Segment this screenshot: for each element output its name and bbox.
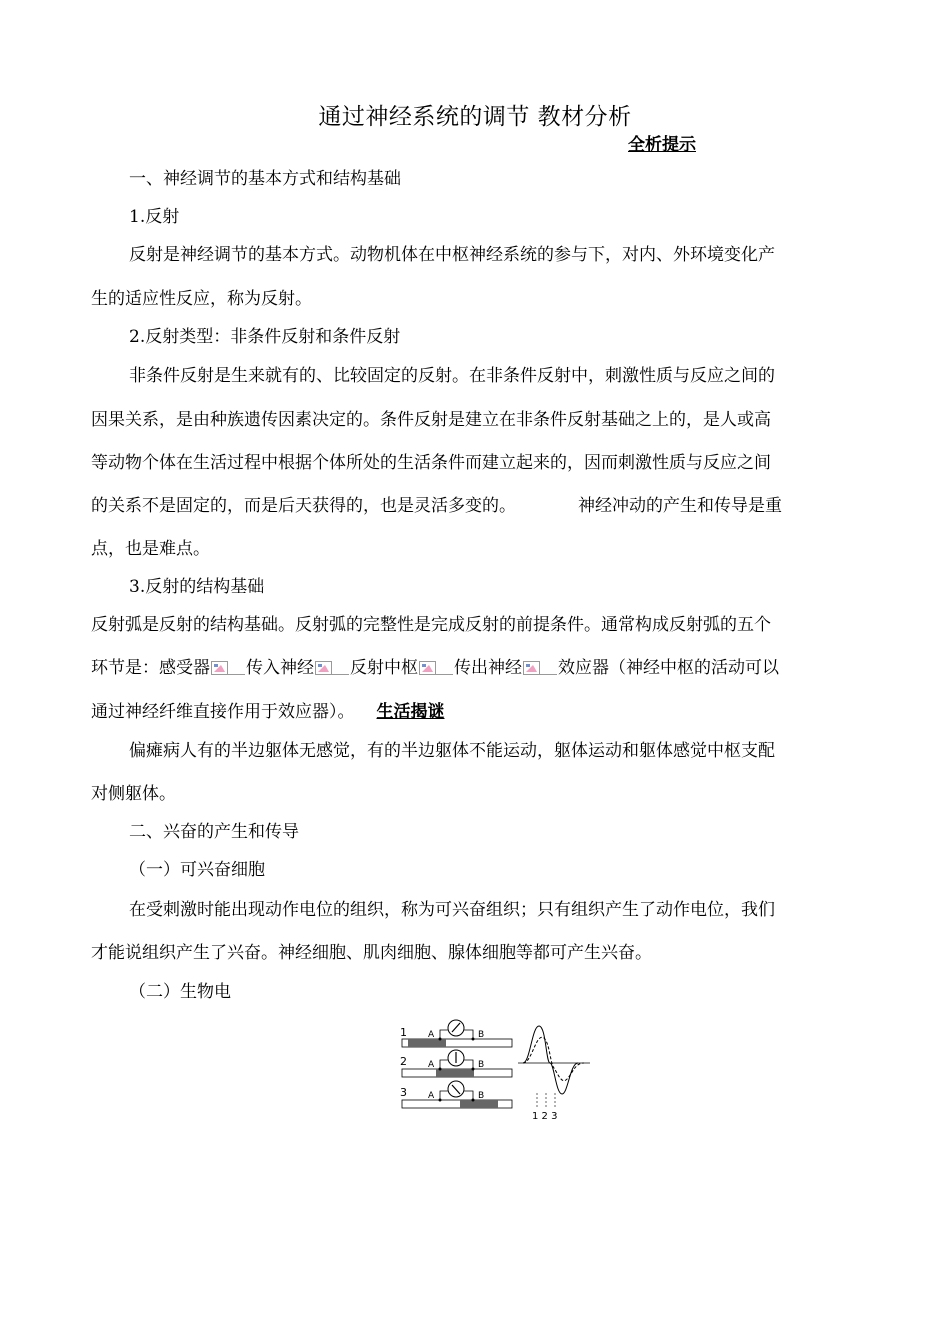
nerve-row-1 [400, 1020, 512, 1047]
sub1-heading: （一）可兴奋细胞 [129, 860, 265, 880]
nerve-row-3 [400, 1081, 512, 1108]
item2-heading: 2.反射类型：非条件反射和条件反射 [129, 327, 401, 347]
action-potential-traces [518, 1026, 590, 1122]
bioelectric-figure [398, 1018, 598, 1126]
arc-receptor: 环节是：感受器 [91, 658, 210, 678]
arc-center: 反射中枢 [350, 658, 418, 678]
broken-image-icon [211, 661, 245, 675]
item1-heading: 1.反射 [129, 207, 180, 227]
item3-paragraph-line1: 反射弧是反射的结构基础。反射弧的完整性是完成反射的前提条件。通常构成反射弧的五个 [91, 615, 771, 635]
item2-paragraph-line4-b: 神经冲动的产生和传导是重 [578, 496, 782, 516]
item1-paragraph-line2: 生的适应性反应，称为反射。 [91, 289, 312, 309]
electrode-a-label: A [428, 1060, 435, 1070]
tag-life: 生活揭谜 [376, 702, 445, 722]
item1-paragraph-line1: 反射是神经调节的基本方式。动物机体在中枢神经系统的参与下，对内、外环境变化产 [129, 245, 775, 265]
item2-paragraph-line2: 因果关系，是由种族遗传因素决定的。条件反射是建立在非条件反射基础之上的，是人或高 [91, 410, 771, 430]
electrode-b-label: B [478, 1091, 485, 1101]
section1-heading: 一、神经调节的基本方式和结构基础 [129, 169, 401, 189]
item3-paragraph-line3-text: 通过神经纤维直接作用于效应器）。 [91, 702, 355, 722]
electrode-a-label: A [428, 1091, 435, 1101]
broken-image-icon [315, 661, 349, 675]
row-label-3: 3 [400, 1086, 407, 1099]
electrode-b-label: B [478, 1060, 485, 1070]
item2-paragraph-line4 [91, 495, 861, 517]
life-paragraph-line1: 偏瘫病人有的半边躯体无感觉，有的半边躯体不能运动，躯体运动和躯体感觉中枢支配 [129, 741, 775, 761]
life-paragraph-line2: 对侧躯体。 [91, 784, 176, 804]
item2-paragraph-line3: 等动物个体在生活过程中根据个体所处的生活条件而建立起来的，因而刺激性质与反应之间 [91, 453, 771, 473]
sub2-heading: （二）生物电 [129, 982, 231, 1002]
nerve-row-2 [400, 1050, 512, 1077]
arc-effector: 效应器（神经中枢的活动可以 [558, 658, 779, 678]
reflex-arc-line [91, 657, 861, 679]
item2-paragraph-line4-a: 的关系不是固定的，而是后天获得的，也是灵活多变的。 [91, 496, 516, 516]
document-title: 通过神经系统的调节 教材分析 [318, 104, 632, 130]
excited-region [460, 1100, 498, 1108]
item2-paragraph-line5: 点，也是难点。 [91, 539, 210, 559]
excited-region [436, 1069, 474, 1077]
item2-paragraph-line1: 非条件反射是生来就有的、比较固定的反射。在非条件反射中，刺激性质与反应之间的 [129, 366, 775, 386]
broken-image-icon [523, 661, 557, 675]
electrode-b-label: B [478, 1030, 485, 1040]
tag-analysis: 全析提示 [628, 135, 696, 155]
item3-heading: 3.反射的结构基础 [129, 577, 265, 597]
arc-afferent: 传入神经 [246, 658, 314, 678]
item3-paragraph-line3 [91, 701, 861, 723]
broken-image-icon [419, 661, 453, 675]
row-label-1: 1 [400, 1026, 407, 1039]
electrode-a-label: A [428, 1030, 435, 1040]
row-label-2: 2 [400, 1055, 407, 1068]
sub1-paragraph-line2: 才能说组织产生了兴奋。神经细胞、肌肉细胞、腺体细胞等都可产生兴奋。 [91, 943, 652, 963]
arc-efferent: 传出神经 [454, 658, 522, 678]
sub1-paragraph-line1: 在受刺激时能出现动作电位的组织，称为可兴奋组织；只有组织产生了动作电位，我们 [129, 900, 775, 920]
trace-labels: 1 2 3 [532, 1111, 558, 1122]
section2-heading: 二、兴奋的产生和传导 [129, 822, 299, 842]
